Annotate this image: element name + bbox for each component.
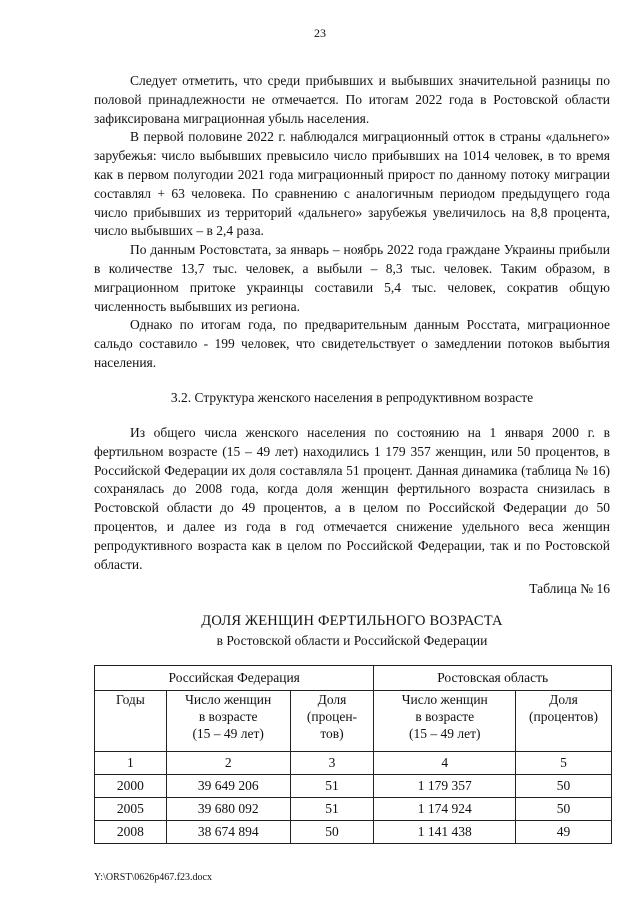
- paragraph: Следует отметить, что среди прибывших и выбывших значительной разницы по половой принадлежности не отмечается. По итогам 2022 года в Ростовской области зафиксирована миграционная убыль населения.: [94, 73, 610, 126]
- table-column-numbers: [95, 752, 612, 775]
- cell-ro-share: 49: [516, 821, 612, 844]
- col-number: 3: [290, 752, 374, 775]
- col-header-rf-share: Доля (процен- тов): [290, 691, 374, 752]
- table-row: [95, 775, 612, 798]
- cell-rf-count: 39 680 092: [166, 798, 290, 821]
- table-label: Таблица № 16: [529, 581, 610, 596]
- cell-rf-count: 38 674 894: [166, 821, 290, 844]
- group-header-rf: Российская Федерация: [95, 666, 374, 691]
- fertile-women-table: [94, 665, 612, 844]
- paragraph: По данным Ростовстата, за январь – ноябрь 2022 года граждане Украины прибыли в количестве 13,7 тыс. человек, а выбыли – 8,3 тыс. человек. Таким образом, в миграционном притоке украинцы составили 5,4 тыс. человек, сократив общую численность выбывших из региона.: [94, 242, 610, 314]
- paragraph: Из общего числа женского населения по состоянию на 1 января 2000 г. в фертильном возрасте (15 – 49 лет) находились 1 179 357 женщин, или 50 процентов, в Российской Федерации их доля составляла 51 процент. Данная динамика (таблица № 16) сохранялась до 2008 года, когда доля женщин фертильного возраста снизилась в Ростовской области до 49 процентов, а в целом по Российской Федерации до 50 процентов, и далее из года в год отмечается снижение удельного веса женщин репродуктивного возраста как в целом по Российской Федерации, так и по Ростовской области.: [94, 425, 610, 572]
- col-header-ro-share: Доля (процентов): [516, 691, 612, 752]
- cell-ro-count: 1 174 924: [374, 798, 516, 821]
- cell-rf-share: 50: [290, 821, 374, 844]
- page-number: 23: [314, 26, 326, 40]
- cell-ro-count: 1 141 438: [374, 821, 516, 844]
- col-header-years: Годы: [95, 691, 167, 752]
- cell-rf-share: 51: [290, 775, 374, 798]
- cell-year: 2005: [95, 798, 167, 821]
- col-number: 4: [374, 752, 516, 775]
- cell-rf-share: 51: [290, 798, 374, 821]
- col-header-rf-count: Число женщин в возрасте (15 – 49 лет): [166, 691, 290, 752]
- cell-year: 2008: [95, 821, 167, 844]
- section-title: 3.2. Структура женского населения в репродуктивном возрасте: [170, 390, 534, 405]
- paragraph: В первой половине 2022 г. наблюдался миграционный отток в страны «дальнего» зарубежья: число выбывших превысило число прибывших на 1014 человек, в то время как в первом полугодии 2021 года миграционный прирост по данному потоку миграции составлял + 63 человека. По сравнению с аналогичным периодом предыдущего года число прибывших из территорий «дальнего» зарубежья увеличилось на 8,8 процента, число выбывших – в 2,4 раза.: [94, 129, 610, 239]
- file-path-footer: Y:\ORST\0626p467.f23.docx: [94, 872, 212, 883]
- paragraph: Однако по итогам года, по предварительным данным Росстата, миграционное сальдо составило - 199 человек, что свидетельствует о замедлении потоков выбытия населения.: [94, 317, 610, 370]
- cell-ro-count: 1 179 357: [374, 775, 516, 798]
- cell-rf-count: 39 649 206: [166, 775, 290, 798]
- col-number: 5: [516, 752, 612, 775]
- col-header-ro-count: Число женщин в возрасте (15 – 49 лет): [374, 691, 516, 752]
- cell-ro-share: 50: [516, 798, 612, 821]
- table-row: [95, 821, 612, 844]
- text-block-bottom: [94, 424, 610, 574]
- cell-year: 2000: [95, 775, 167, 798]
- col-number: 2: [166, 752, 290, 775]
- table-row: [95, 798, 612, 821]
- table-group-header: [95, 666, 612, 691]
- table-subtitle: в Ростовской области и Российской Федерации: [216, 633, 488, 648]
- table-title: ДОЛЯ ЖЕНЩИН ФЕРТИЛЬНОГО ВОЗРАСТА: [201, 613, 503, 629]
- text-block-top: [94, 72, 610, 373]
- table-column-header: [95, 691, 612, 752]
- group-header-ro: Ростовская область: [374, 666, 612, 691]
- cell-ro-share: 50: [516, 775, 612, 798]
- col-number: 1: [95, 752, 167, 775]
